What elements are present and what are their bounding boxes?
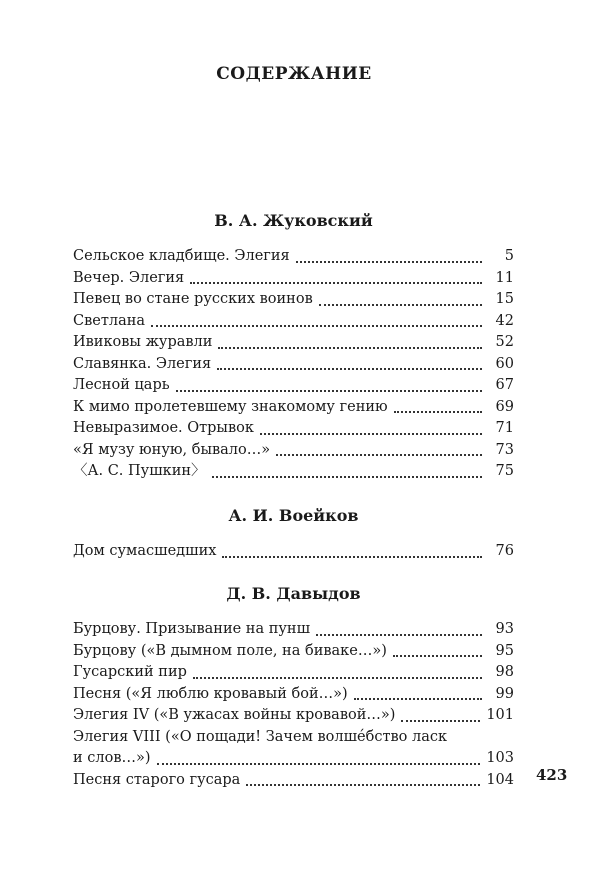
toc-entry (73, 440, 514, 462)
entry-page: 104 (486, 771, 514, 788)
leader-dots (319, 303, 482, 306)
toc-entry (73, 662, 514, 684)
entry-page: 103 (486, 750, 514, 766)
leader-dots (276, 453, 482, 456)
toc-entry (73, 354, 514, 376)
leader-dots (190, 281, 482, 284)
entry-title: Невыразимое. Отрывок (73, 420, 254, 436)
leader-dots (316, 633, 482, 636)
leader-dots (157, 762, 481, 765)
leader-dots (212, 475, 482, 478)
page-title: СОДЕРЖАНИЕ (216, 64, 372, 84)
entry-title: Песня («Я люблю кровавый бой…») (73, 685, 348, 702)
leader-dots (296, 260, 482, 263)
entry-page: 52 (495, 334, 514, 350)
entry-page: 42 (495, 312, 514, 329)
entry-title: «Я музу юную, бывало…» (73, 441, 271, 458)
toc-entry (73, 289, 514, 311)
section-author: В. А. Жуковский (214, 211, 373, 230)
entry-title: Лесной царь (73, 377, 170, 393)
toc-entry (73, 246, 514, 268)
toc-entry (73, 268, 514, 290)
entry-page: 67 (495, 377, 514, 393)
section-davydov (73, 583, 514, 791)
entry-page: 73 (495, 441, 514, 458)
entry-page: 93 (495, 621, 514, 637)
leader-dots (394, 410, 482, 413)
toc-entry (73, 418, 514, 440)
section-zhukovsky (73, 210, 514, 483)
leader-dots (217, 367, 482, 370)
folio: 423 (536, 766, 568, 784)
toc-entry (73, 619, 514, 641)
entry-title: 〈А. С. Пушкин〉 (73, 463, 206, 479)
toc-entry (73, 641, 514, 663)
entry-page: 99 (495, 685, 514, 702)
toc-entry (73, 461, 514, 483)
entry-page: 15 (495, 291, 514, 307)
entry-page: 98 (495, 664, 514, 680)
toc-entry (73, 311, 514, 333)
section-author: Д. В. Давыдов (226, 584, 361, 603)
leader-dots (401, 719, 480, 722)
entry-page: 5 (504, 248, 514, 264)
entry-title: Песня старого гусара (73, 771, 241, 788)
entry-title: Бурцову («В дымном поле, на биваке…») (73, 642, 387, 659)
entry-page: 71 (495, 420, 514, 436)
entry-title: К мимо пролетевшему знакомому гению (73, 398, 388, 415)
toc-entry (73, 541, 514, 563)
entry-title-line2: и слов…») (73, 750, 151, 766)
entry-page: 11 (495, 269, 514, 286)
entry-page: 60 (495, 355, 514, 372)
entry-page: 76 (495, 543, 514, 559)
leader-dots (218, 346, 482, 349)
entry-page: 69 (495, 398, 514, 415)
entry-title: Певец во стане русских воинов (73, 291, 313, 307)
leader-dots (176, 389, 482, 392)
toc-entry (73, 727, 514, 770)
entry-title: Сельское кладбище. Элегия (73, 248, 290, 264)
leader-dots (246, 783, 480, 786)
leader-dots (393, 654, 482, 657)
entry-page: 101 (486, 707, 514, 723)
entry-title-line1: Элегия VIII («О пощади! Зачем волшéбство ласк (73, 728, 448, 745)
entry-title: Ивиковы журавли (73, 334, 213, 350)
leader-dots (222, 555, 482, 558)
entry-title: Гусарский пир (73, 664, 187, 680)
leader-dots (193, 676, 482, 679)
entry-title: Славянка. Элегия (73, 355, 212, 372)
section-voeikov (73, 505, 514, 563)
leader-dots (151, 324, 482, 327)
leader-dots (354, 697, 482, 700)
toc-entry (73, 770, 514, 792)
toc-entry (73, 332, 514, 354)
toc-entry (73, 397, 514, 419)
leader-dots (260, 432, 482, 435)
toc-entry (73, 375, 514, 397)
section-author: А. И. Воейков (228, 506, 359, 525)
toc-entry (73, 684, 514, 706)
entry-title: Светлана (73, 312, 146, 329)
entry-page: 95 (495, 642, 514, 659)
toc-entry (73, 705, 514, 727)
entry-title: Элегия IV («В ужасах войны кровавой…») (73, 707, 396, 723)
entry-title: Вечер. Элегия (73, 269, 185, 286)
entry-page: 75 (495, 463, 514, 479)
entry-title: Бурцову. Призывание на пунш (73, 621, 311, 637)
entry-title: Дом сумасшедших (73, 543, 217, 559)
